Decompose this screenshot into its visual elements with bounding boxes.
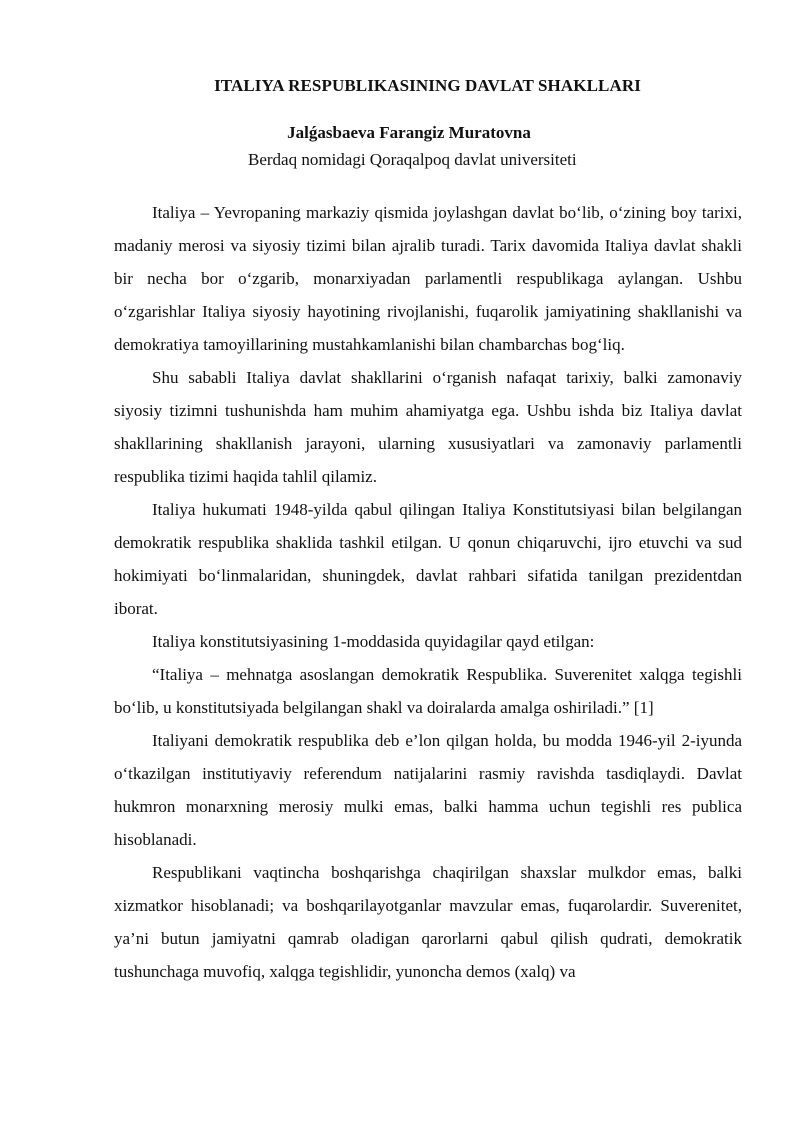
- paragraph: Italiya hukumati 1948-yilda qabul qilingan Italiya Konstitutsiyasi bilan belgilangan demokratik respublika shaklida tashkil etilgan. U qonun chiqaruvchi, ijro etuvchi va sud hokimiyati bo‘linmalaridan, shuningdek, davlat rahbari sifatida tanilgan prezidentdan iborat.: [114, 500, 742, 618]
- document-title: ITALIYA RESPUBLIKASINING DAVLAT SHAKLLARI: [214, 76, 641, 95]
- document-body: [114, 196, 742, 988]
- author-affiliation: Berdaq nomidagi Qoraqalpoq davlat universiteti: [248, 150, 577, 169]
- paragraph: Italiyani demokratik respublika deb e’lon qilgan holda, bu modda 1946-yil 2-iyunda o‘tkazilgan institutiyaviy referendum natijalarini rasmiy ravishda tasdiqlaydi. Davlat hukmron monarxning merosiy mulki emas, balki hamma uchun tegishli res publica hisoblanadi.: [114, 731, 742, 849]
- paragraph: Italiya – Yevropaning markaziy qismida joylashgan davlat bo‘lib, o‘zining boy tarixi, madaniy merosi va siyosiy tizimi bilan ajralib turadi. Tarix davomida Italiya davlat shakli bir necha bor o‘zgarib, monarxiyadan parlamentli respublikaga aylangan. Ushbu o‘zgarishlar Italiya siyosiy hayotining rivojlanishi, fuqarolik jamiyatining shakllanishi va demokratiya tamoyillarining mustahkamlanishi bilan chambarchas bog‘liq.: [114, 203, 742, 354]
- paragraph: Shu sababli Italiya davlat shakllarini o‘rganish nafaqat tarixiy, balki zamonaviy siyosiy tizimni tushunishda ham muhim ahamiyatga ega. Ushbu ishda biz Italiya davlat shakllarining shakllanish jarayoni, ularning xususiyatlari va zamonaviy parlamentli respublika tizimi haqida tahlil qilamiz.: [114, 368, 742, 486]
- paragraph: Respublikani vaqtincha boshqarishga chaqirilgan shaxslar mulkdor emas, balki xizmatkor hisoblanadi; va boshqarilayotganlar mavzular emas, fuqarolardir. Suverenitet, ya’ni butun jamiyatni qamrab oladigan qarorlarni qabul qilish qudrati, demokratik tushunchaga muvofiq, xalqga tegishlidir, yunoncha demos (xalq) va: [114, 863, 742, 981]
- author-name: Jalǵasbaeva Farangiz Muratovna: [287, 123, 531, 142]
- quote-paragraph: “Italiya – mehnatga asoslangan demokratik Respublika. Suverenitet xalqga tegishli bo‘lib, u konstitutsiyada belgilangan shakl va doiralarda amalga oshiriladi.” [1]: [114, 665, 742, 717]
- paragraph: Italiya konstitutsiyasining 1-moddasida quyidagilar qayd etilgan:: [152, 632, 595, 651]
